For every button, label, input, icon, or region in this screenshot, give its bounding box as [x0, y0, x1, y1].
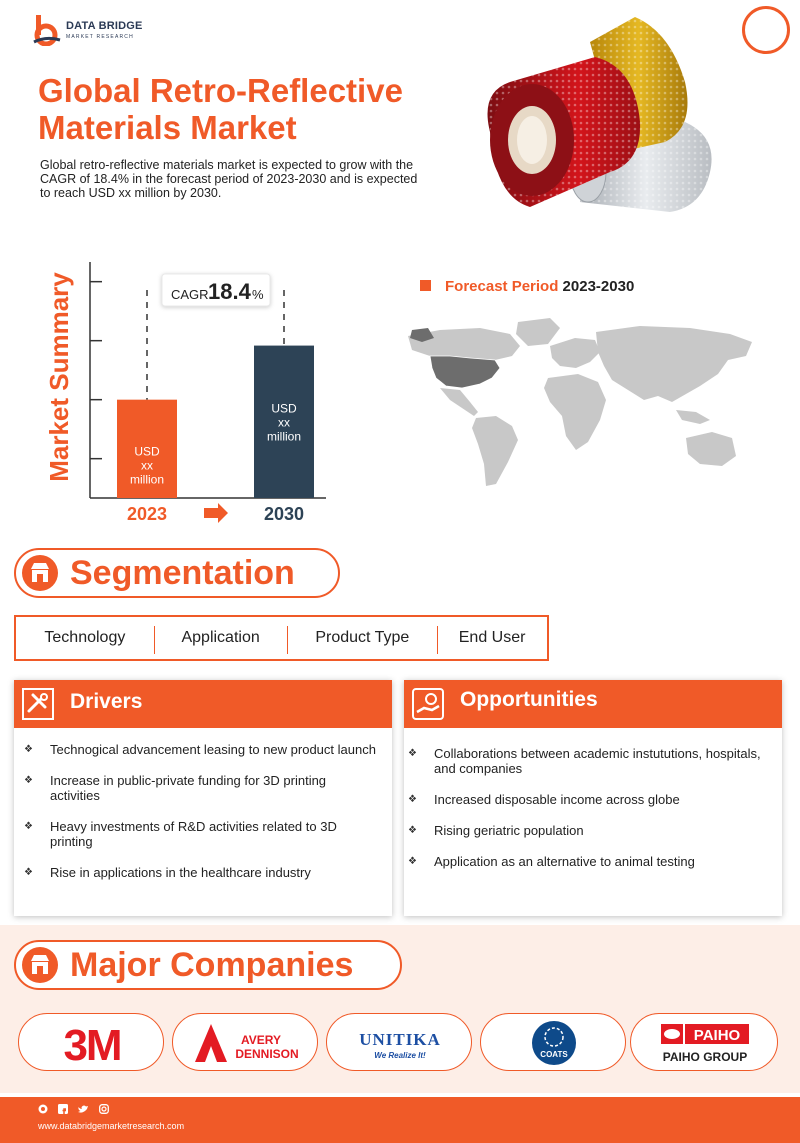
forecast-label: Forecast Period	[445, 278, 559, 295]
bar-label: USD xx million	[129, 444, 165, 487]
world-map	[400, 316, 760, 496]
brand-subtitle: MARKET RESEARCH	[66, 34, 134, 40]
opportunities-title: Opportunities	[460, 688, 598, 711]
instagram-icon[interactable]	[99, 1104, 109, 1114]
segmentation-title: Segmentation	[70, 554, 295, 592]
x-tick-label: 2023	[126, 504, 168, 524]
reflective-tape-rolls-image	[470, 12, 730, 217]
list-item: ❖ Collaborations between academic instututions, hospitals, and companies	[408, 746, 768, 776]
logo-text-unitika: UNITIKA	[359, 1030, 441, 1049]
segmentation-bar	[14, 615, 549, 661]
logo-text-avery: AVERY	[240, 1033, 282, 1047]
segmentation-header	[14, 548, 340, 598]
cagr-prefix: CAGR	[171, 287, 209, 302]
list-item: ❖ Rising geriatric population	[408, 823, 768, 838]
growth-arrow-icon	[204, 503, 228, 523]
company-3m-logo[interactable]	[18, 1013, 164, 1071]
facebook-icon[interactable]	[58, 1104, 68, 1114]
tools-icon	[22, 688, 54, 720]
logo-text-paiho: PAIHO	[693, 1027, 741, 1044]
logo-text-unitika-tagline: We Realize It!	[374, 1051, 426, 1060]
logo-text-3m: 3M	[63, 1021, 121, 1070]
company-paiho-logo[interactable]	[630, 1013, 778, 1071]
list-item: ❖ Rise in applications in the healthcare industry	[24, 865, 378, 880]
brand-name: DATA BRIDGE	[66, 20, 143, 32]
drivers-card	[14, 680, 392, 916]
list-item: ❖ Increased disposable income across globe	[408, 792, 768, 807]
companies-title: Major Companies	[70, 946, 354, 984]
opportunities-card	[404, 680, 782, 916]
market-summary-label: Market Summary	[44, 272, 74, 482]
opportunities-header	[404, 680, 782, 728]
brand-logo-icon	[32, 14, 62, 46]
cagr-percent: %	[252, 287, 264, 302]
brand-logo[interactable]	[32, 14, 152, 50]
forecast-period	[420, 278, 634, 295]
segment-end-user[interactable]: End User	[437, 629, 547, 647]
list-item: ❖ Technogical advancement leasing to new product launch	[24, 742, 378, 757]
segment-technology[interactable]: Technology	[44, 629, 126, 646]
logo-text-paiho-group: PAIHO GROUP	[662, 1050, 748, 1064]
segment-product-type[interactable]: Product Type	[287, 629, 437, 647]
drivers-header	[14, 680, 392, 728]
whatsapp-icon[interactable]	[38, 1104, 48, 1114]
hand-coin-icon	[412, 688, 444, 720]
company-coats-logo[interactable]	[480, 1013, 626, 1071]
intro-text: Global retro-reflective materials market is expected to grow with the CAGR of 18.4% in the forecast period of 2023-2030 and is expected to reach USD xx million by 2030.	[40, 158, 418, 200]
company-unitika-logo[interactable]	[326, 1013, 472, 1071]
cagr-value: 18.4	[208, 279, 251, 304]
website-link[interactable]: www.databridgemarketresearch.com	[38, 1121, 185, 1131]
shop-icon	[22, 555, 58, 591]
drivers-title: Drivers	[70, 690, 143, 713]
forecast-legend-square	[420, 280, 431, 291]
company-avery-dennison-logo[interactable]	[172, 1013, 318, 1071]
x-tick-label: 2030	[263, 504, 305, 524]
list-item: ❖ Heavy investments of R&D activities related to 3D printing	[24, 819, 378, 849]
page-title: Global Retro-Reflective Materials Market	[38, 72, 403, 146]
list-item: ❖ Increase in public-private funding for 3D printing activities	[24, 773, 378, 803]
segment-application[interactable]: Application	[154, 629, 288, 647]
opportunities-list	[408, 746, 768, 885]
bar-label: USD xx million	[266, 401, 302, 444]
twitter-icon[interactable]	[78, 1104, 89, 1114]
footer	[0, 1097, 800, 1143]
forecast-years: 2023-2030	[562, 278, 635, 295]
logo-text-coats: COATS	[540, 1050, 568, 1059]
decorative-circle	[742, 6, 790, 54]
logo-text-dennison: DENNISON	[235, 1047, 299, 1061]
usa-highlight	[430, 356, 500, 388]
drivers-list	[24, 742, 378, 896]
list-item: ❖ Application as an alternative to animal testing	[408, 854, 768, 869]
market-summary-chart	[86, 258, 346, 528]
shop-icon	[22, 947, 58, 983]
companies-header	[14, 940, 402, 990]
